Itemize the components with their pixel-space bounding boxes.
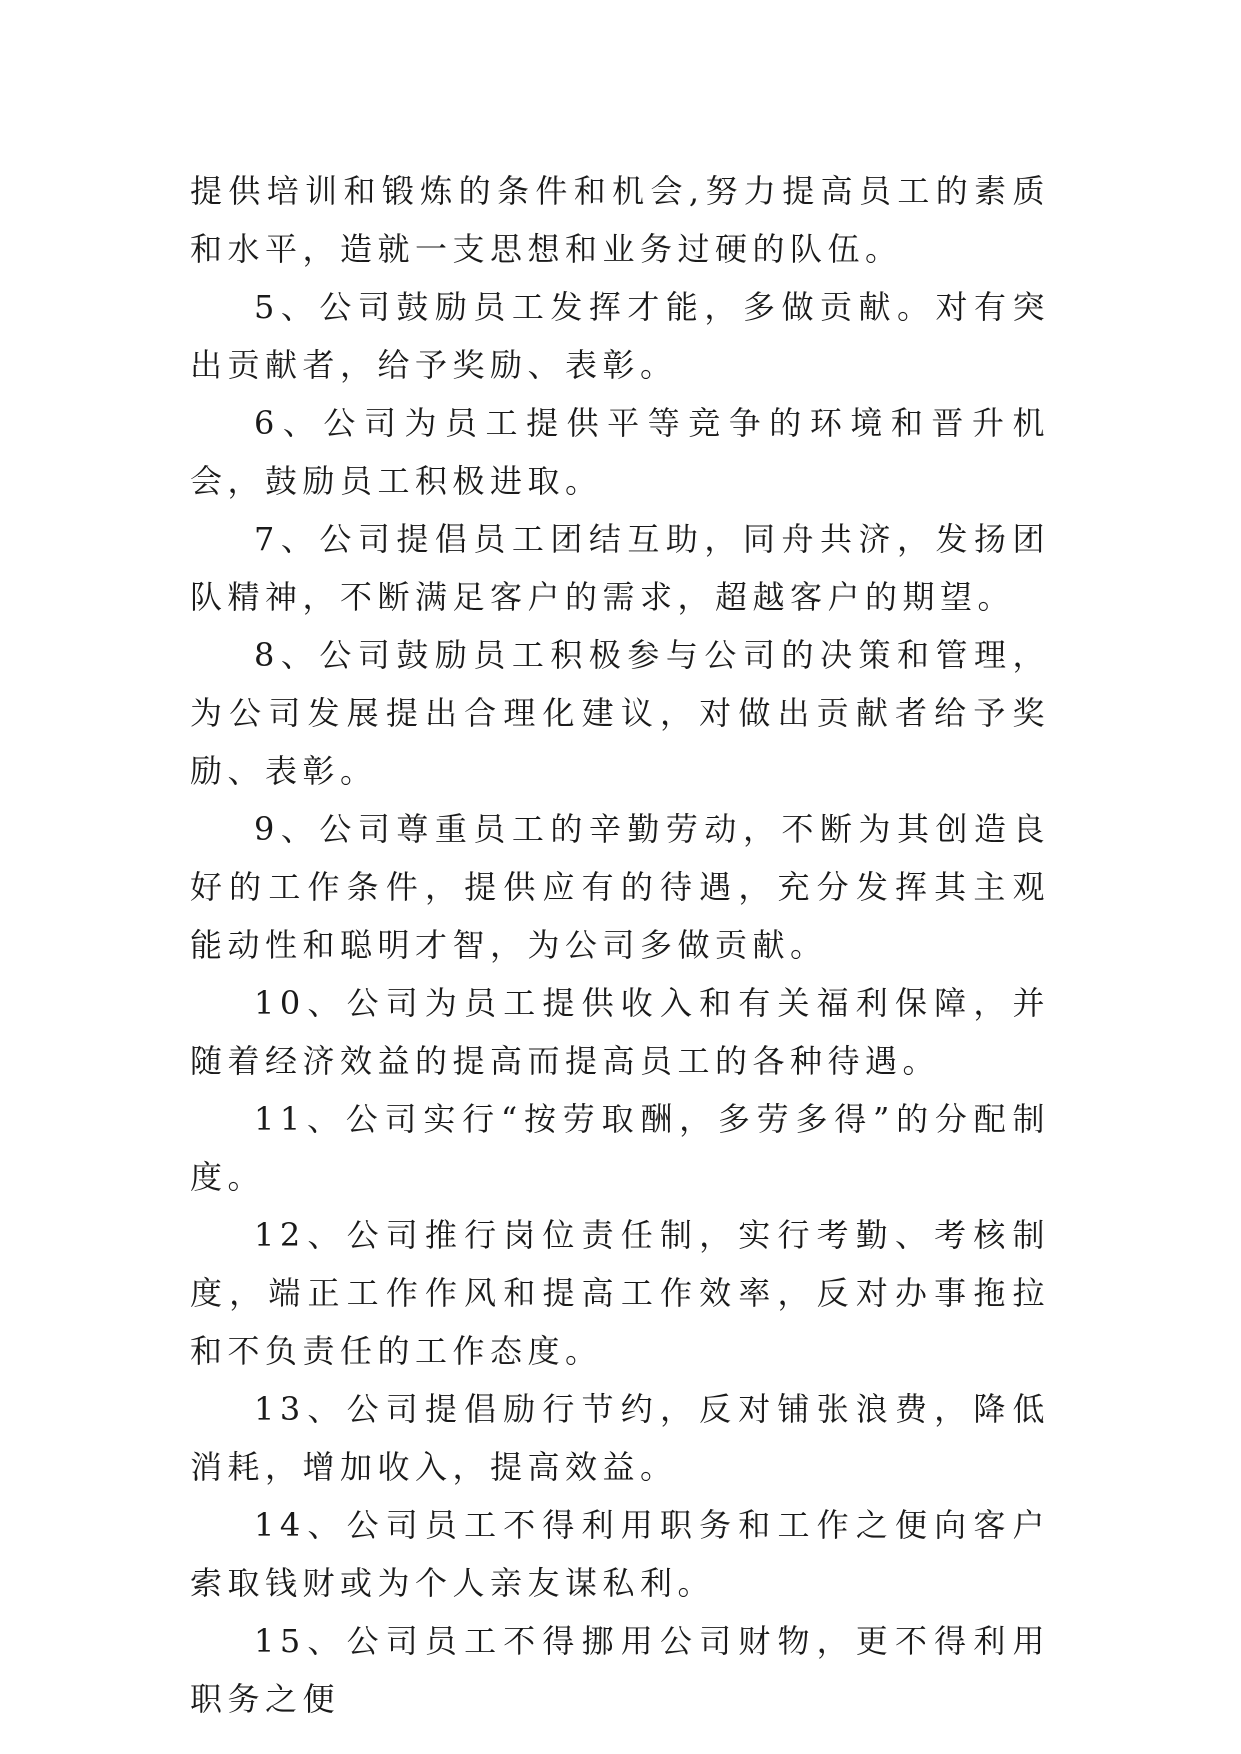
- paragraph-continuation: 提供培训和锻炼的条件和机会,努力提高员工的素质和水平，造就一支思想和业务过硬的队伍。: [190, 172, 1050, 268]
- paragraph-item-6: 6、公司为员工提供平等竞争的环境和晋升机会，鼓励员工积极进取。: [190, 404, 1050, 500]
- paragraph-item-7: 7、公司提倡员工团结互助，同舟共济，发扬团队精神，不断满足客户的需求，超越客户的期望。: [190, 520, 1050, 616]
- paragraph-item-9: 9、公司尊重员工的辛勤劳动，不断为其创造良好的工作条件，提供应有的待遇，充分发挥其主观能动性和聪明才智，为公司多做贡献。: [190, 810, 1050, 964]
- paragraph-item-13: 13、公司提倡励行节约，反对铺张浪费，降低消耗，增加收入，提高效益。: [190, 1390, 1050, 1486]
- paragraph-item-10: 10、公司为员工提供收入和有关福利保障，并随着经济效益的提高而提高员工的各种待遇。: [190, 984, 1050, 1080]
- paragraph-item-14: 14、公司员工不得利用职务和工作之便向客户索取钱财或为个人亲友谋私利。: [190, 1506, 1050, 1602]
- document-body: [190, 162, 1050, 1728]
- paragraph-item-11: 11、公司实行“按劳取酬，多劳多得”的分配制度。: [190, 1100, 1050, 1196]
- paragraph-item-12: 12、公司推行岗位责任制，实行考勤、考核制度，端正工作作风和提高工作效率，反对办事拖拉和不负责任的工作态度。: [190, 1216, 1050, 1370]
- paragraph-item-15: 15、公司员工不得挪用公司财物，更不得利用职务之便: [190, 1622, 1050, 1718]
- paragraph-item-5: 5、公司鼓励员工发挥才能，多做贡献。对有突出贡献者，给予奖励、表彰。: [190, 288, 1050, 384]
- paragraph-item-8: 8、公司鼓励员工积极参与公司的决策和管理，为公司发展提出合理化建议，对做出贡献者给予奖励、表彰。: [190, 636, 1050, 790]
